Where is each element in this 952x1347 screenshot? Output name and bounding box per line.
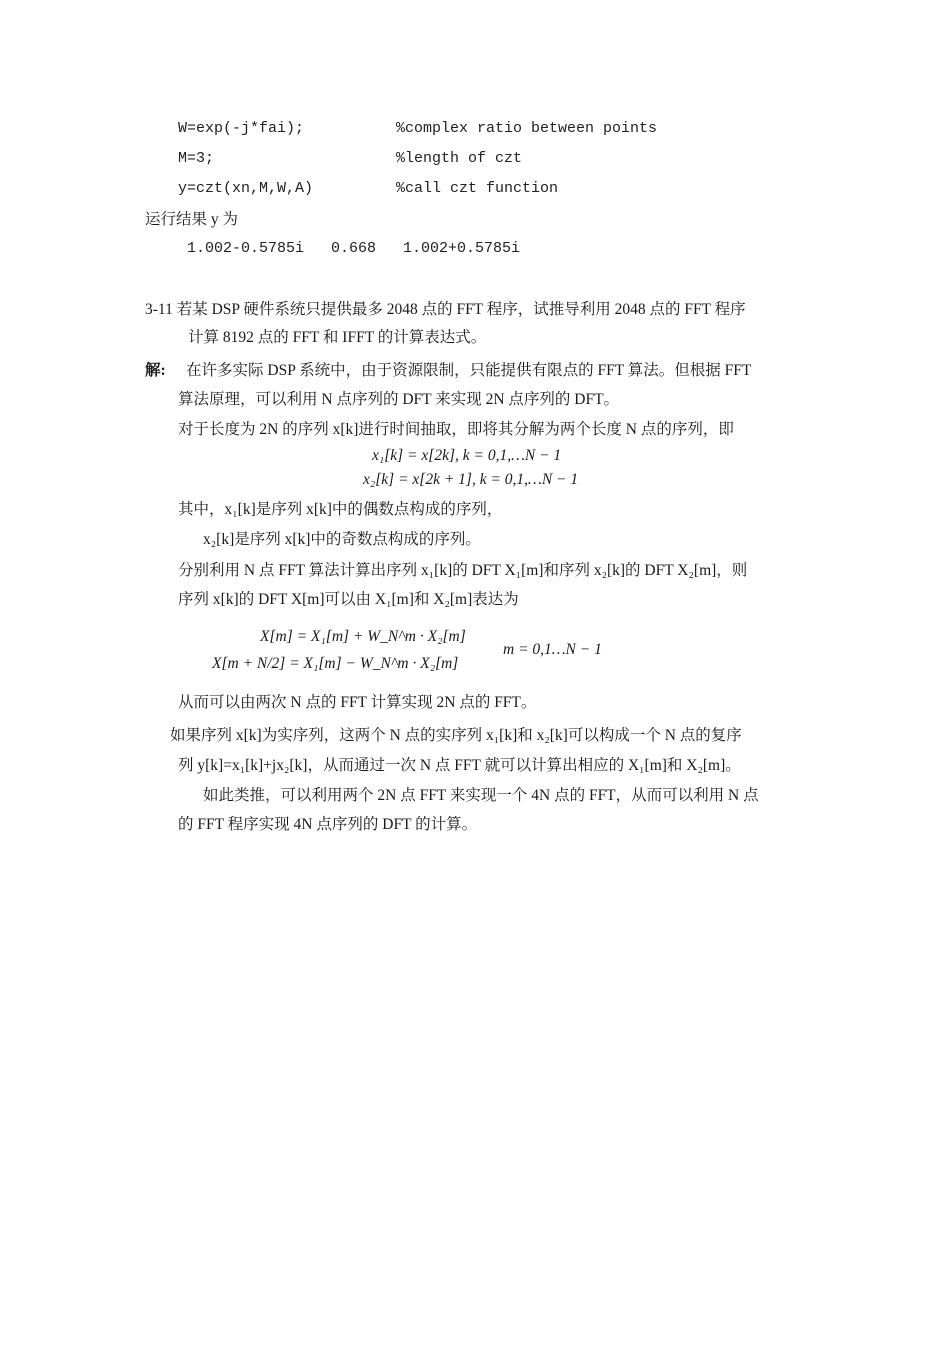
- code-stmt-2: M=3;: [178, 150, 215, 167]
- problem-line-2: 计算 8192 点的 FFT 和 IFFT 的计算表达式。: [188, 329, 487, 346]
- equation-range: m = 0,1…N − 1: [503, 641, 602, 658]
- result-label: 运行结果 y 为: [145, 211, 239, 228]
- solution-p7-line-1: 如果序列 x[k]为实序列，这两个 N 点的实序列 x₁[k]和 x₂[k]可以构成一个 N 点的复序: [170, 727, 742, 744]
- code-comment-1: %complex ratio between points: [396, 120, 658, 137]
- solution-p5-line-2: 序列 x[k]的 DFT X[m]可以由 X₁[m]和 X₂[m]表达为: [178, 591, 519, 608]
- solution-p8-line-2: 的 FFT 程序实现 4N 点序列的 DFT 的计算。: [178, 816, 478, 833]
- solution-p1-line-2: 算法原理，可以利用 N 点序列的 DFT 来实现 2N 点序列的 DFT。: [178, 391, 620, 408]
- solution-p7-line-2: 列 y[k]=x₁[k]+jx₂[k]，从而通过一次 N 点 FFT 就可以计算出相应的 X₁[m]和 X₂[m]。: [178, 757, 741, 774]
- solution-p1-line-1: 在许多实际 DSP 系统中，由于资源限制，只能提供有限点的 FFT 算法。但根据 FFT: [186, 362, 752, 379]
- equation-X-low: X[m] = X₁[m] + W_N^m · X₂[m]: [260, 628, 466, 645]
- solution-p8-line-1: 如此类推，可以利用两个 2N 点 FFT 来实现一个 4N 点的 FFT，从而可以利用 N 点: [203, 787, 759, 804]
- problem-line-1: 3-11 若某 DSP 硬件系统只提供最多 2048 点的 FFT 程序，试推导利用 2048 点的 FFT 程序: [145, 301, 746, 318]
- code-comment-3: %call czt function: [396, 180, 559, 197]
- solution-p3: 其中，x₁[k]是序列 x[k]中的偶数点构成的序列，: [178, 501, 503, 518]
- result-values: 1.002-0.5785i 0.668 1.002+0.5785i: [187, 240, 521, 257]
- code-stmt-3: y=czt(xn,M,W,A): [178, 180, 314, 197]
- equation-X-high: X[m + N/2] = X₁[m] − W_N^m · X₂[m]: [212, 655, 459, 672]
- solution-p6: 从而可以由两次 N 点的 FFT 计算实现 2N 点的 FFT。: [178, 694, 537, 711]
- solution-p5-line-1: 分别利用 N 点 FFT 算法计算出序列 x₁[k]的 DFT X₁[m]和序列 x₂[k]的 DFT X₂[m]，则: [178, 562, 748, 579]
- equation-x1: x₁[k] = x[2k], k = 0,1,…N − 1: [372, 447, 562, 464]
- code-stmt-1: W=exp(-j*fai);: [178, 120, 305, 137]
- solution-label: 解:: [145, 362, 166, 379]
- solution-p2: 对于长度为 2N 的序列 x[k]进行时间抽取，即将其分解为两个长度 N 点的序列，即: [178, 421, 734, 438]
- code-comment-2: %length of czt: [396, 150, 523, 167]
- solution-p4: x₂[k]是序列 x[k]中的奇数点构成的序列。: [203, 531, 481, 548]
- equation-x2: x₂[k] = x[2k + 1], k = 0,1,…N − 1: [363, 471, 579, 488]
